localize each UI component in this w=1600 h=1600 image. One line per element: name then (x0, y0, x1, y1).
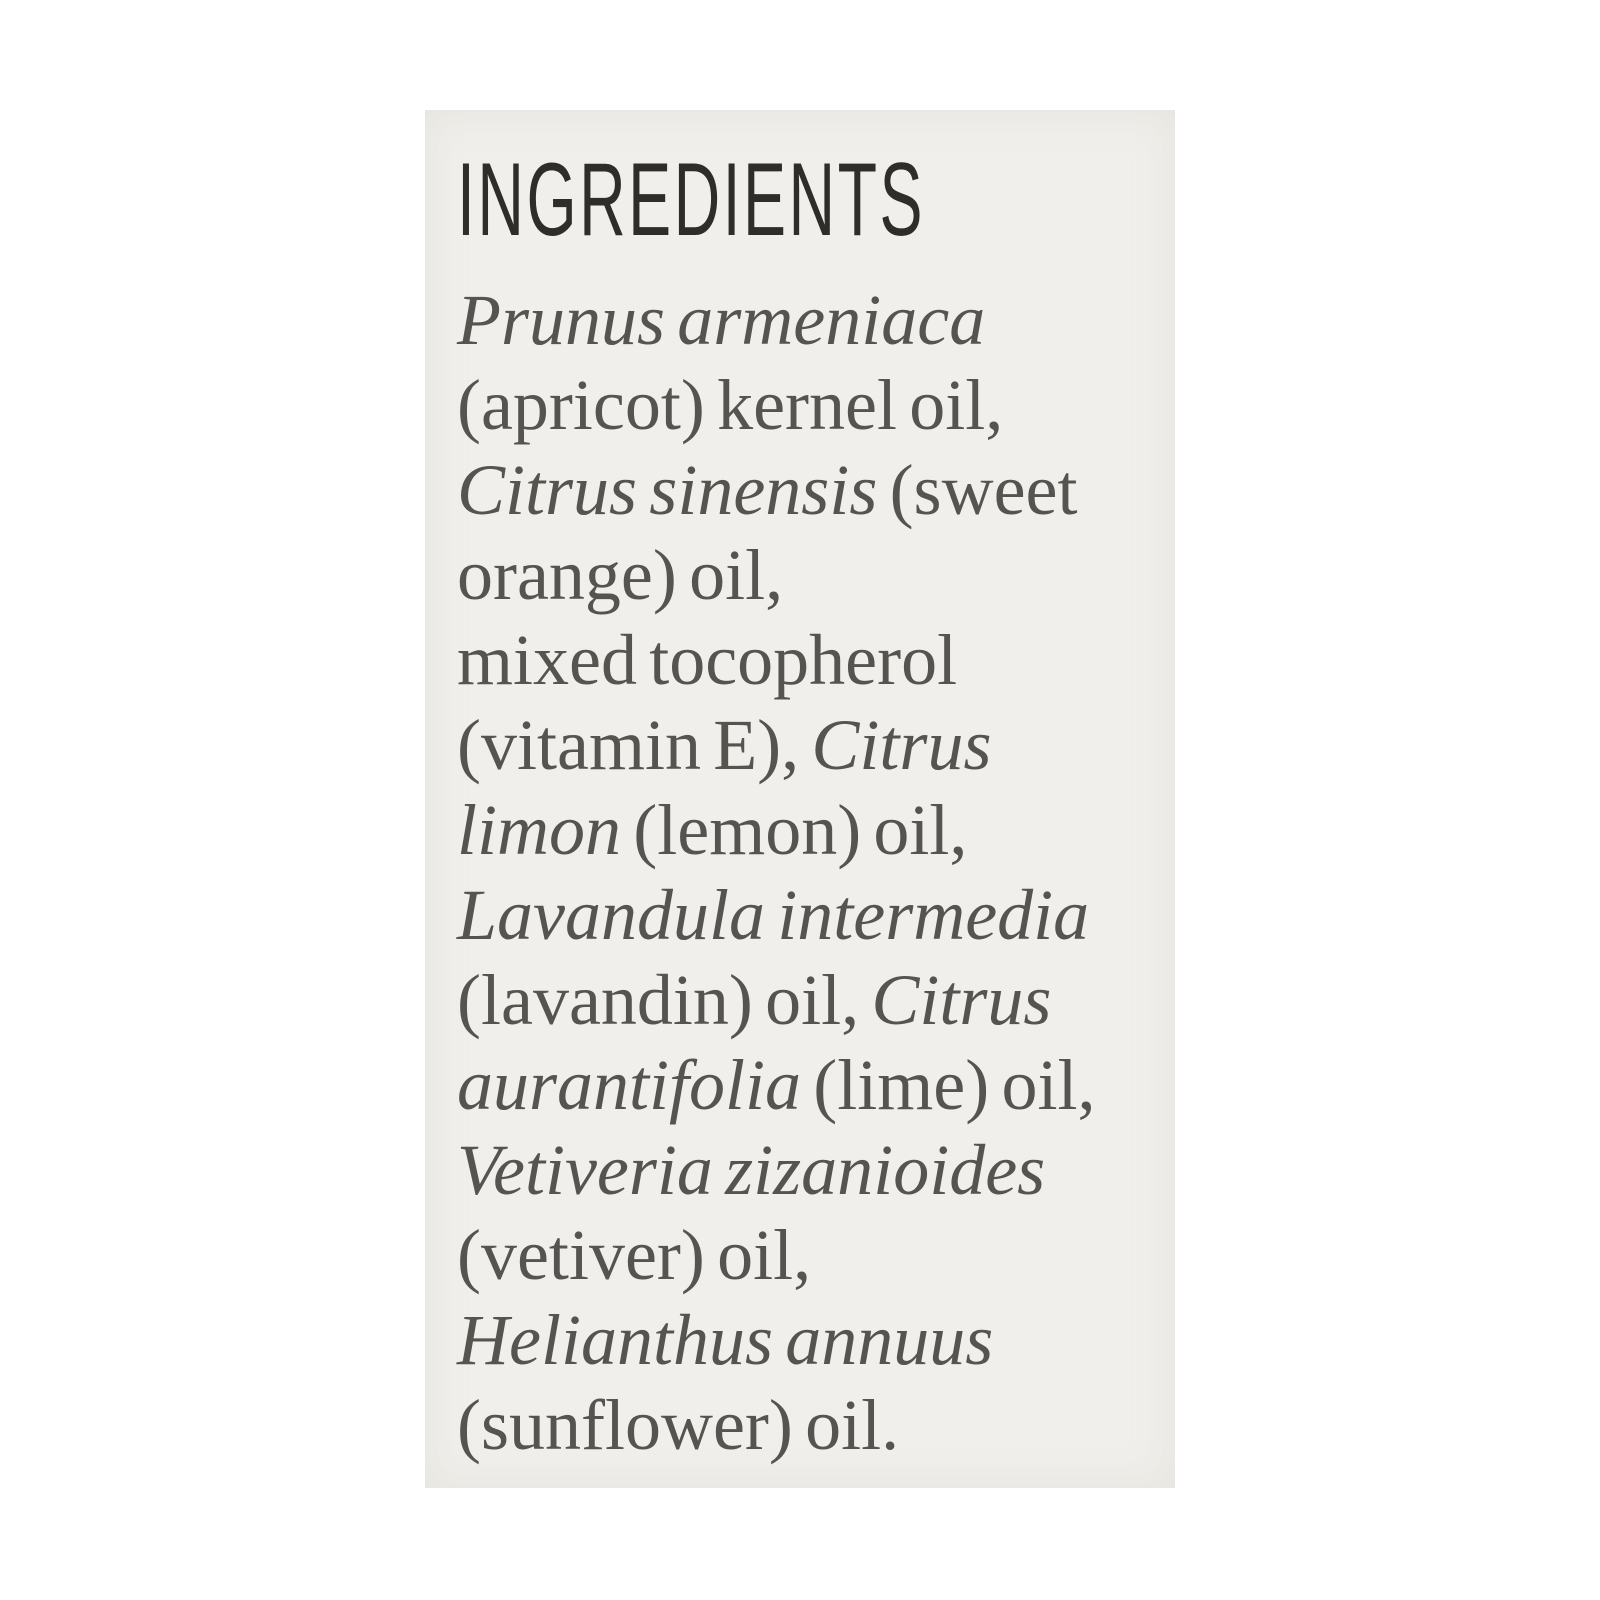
latin-botanical-name: Citrus (871, 960, 1052, 1040)
ingredient-line (457, 958, 1175, 1043)
ingredient-line (457, 1128, 1175, 1213)
ingredient-line (457, 448, 1175, 533)
ingredients-label (425, 110, 1175, 1488)
latin-botanical-name: Lavandula intermedia (457, 875, 1090, 955)
ingredient-text: (lavandin) oil, (457, 960, 872, 1040)
ingredient-line (457, 533, 1175, 618)
ingredient-text: (sweet (877, 450, 1078, 530)
ingredient-line (457, 788, 1175, 873)
latin-botanical-name: Prunus armeniaca (457, 280, 986, 360)
ingredient-line (457, 618, 1175, 703)
ingredient-line (457, 1298, 1175, 1383)
latin-botanical-name: aurantifolia (457, 1045, 802, 1125)
ingredient-text: (sunflower) oil. (457, 1385, 900, 1465)
ingredient-text: orange) oil, (457, 535, 784, 615)
ingredient-line (457, 1043, 1175, 1128)
ingredient-line (457, 363, 1175, 448)
ingredient-text: (lime) oil, (801, 1045, 1096, 1125)
ingredient-text: (apricot) kernel oil, (457, 365, 1004, 445)
ingredient-line (457, 1383, 1175, 1468)
ingredient-line (457, 278, 1175, 363)
latin-botanical-name: Citrus (811, 705, 992, 785)
latin-botanical-name: limon (457, 790, 622, 870)
ingredient-text: (vetiver) oil, (457, 1215, 812, 1295)
latin-botanical-name: Vetiveria zizanioides (457, 1130, 1046, 1210)
ingredient-text: (lemon) oil, (621, 790, 968, 870)
ingredient-text: mixed tocopherol (457, 620, 958, 700)
ingredient-line (457, 1213, 1175, 1298)
latin-botanical-name: Helianthus annuus (457, 1300, 994, 1380)
ingredient-text: (vitamin E), (457, 705, 812, 785)
ingredients-lines (457, 278, 1175, 1468)
ingredients-heading: INGREDIENTS (457, 142, 925, 258)
ingredient-line (457, 703, 1175, 788)
ingredient-line (457, 873, 1175, 958)
latin-botanical-name: Citrus sinensis (457, 450, 878, 530)
